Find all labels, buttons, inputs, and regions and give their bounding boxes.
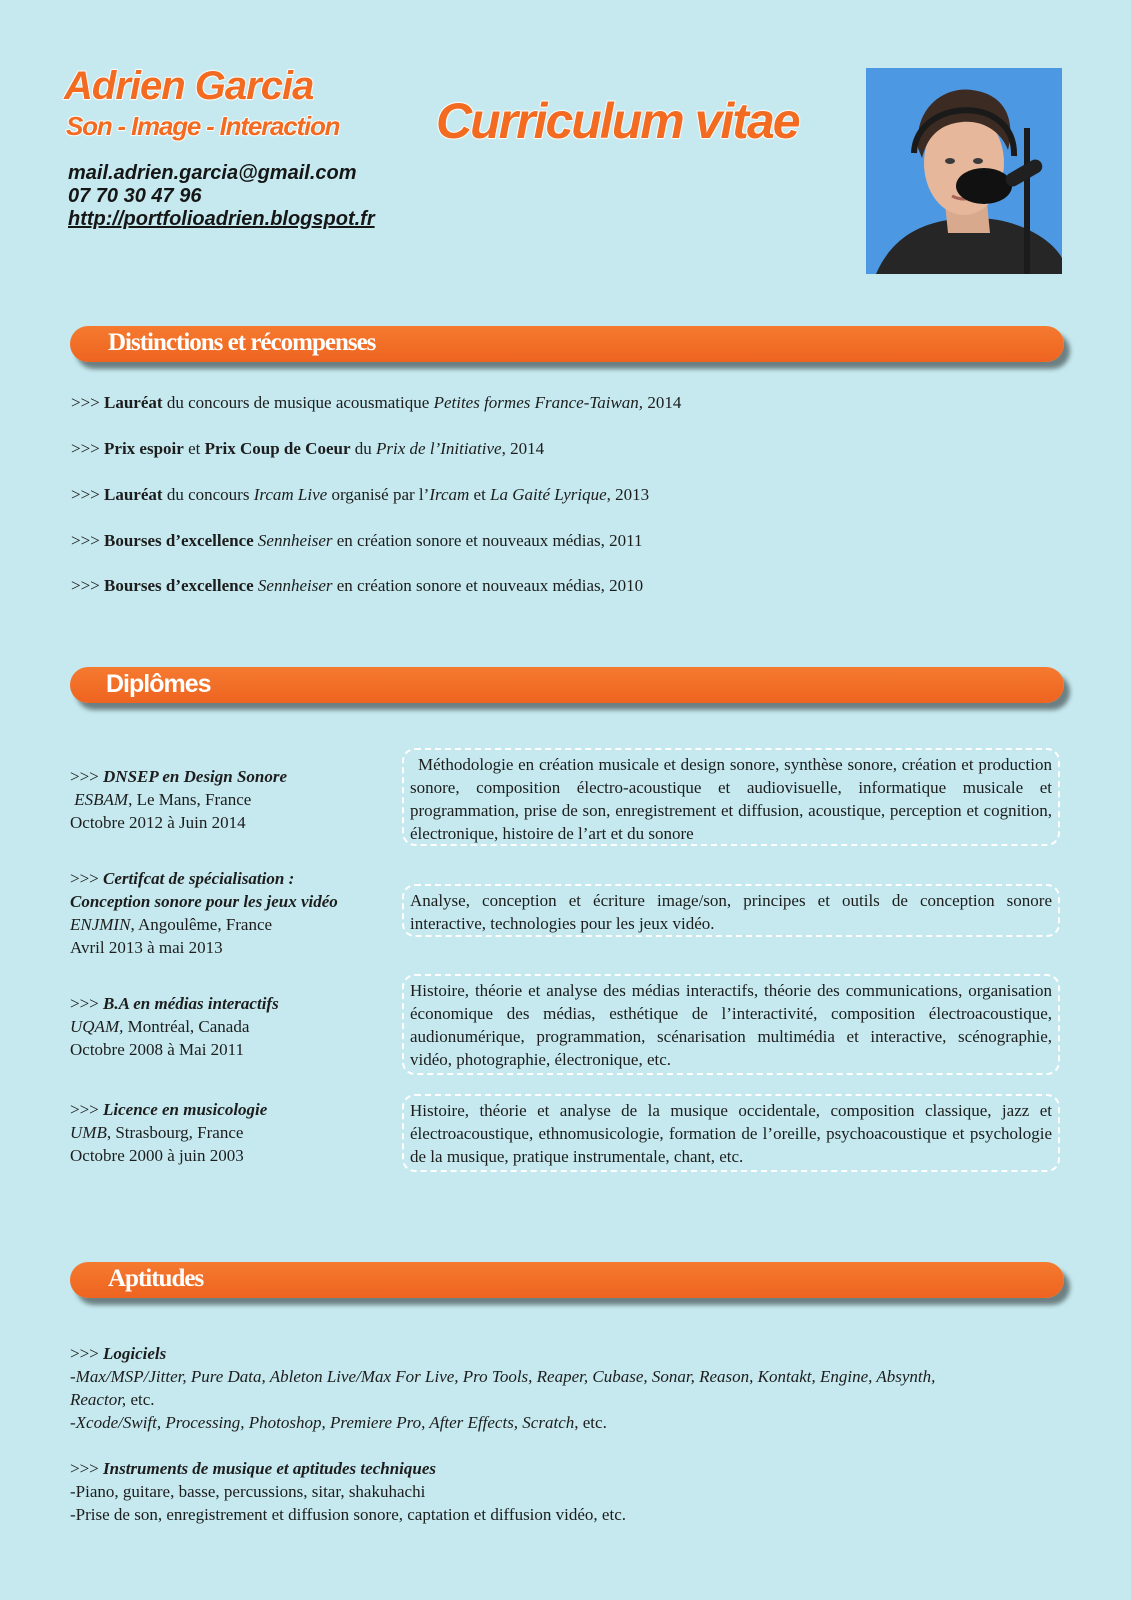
diploma-school: ESBAM xyxy=(74,790,129,809)
distinction-text: 2014 xyxy=(643,393,682,412)
diploma-place: , Angoulême, France xyxy=(130,915,273,934)
diploma-title: DNSEP en Design Sonore xyxy=(103,767,288,786)
aptitude-line: , etc. xyxy=(574,1413,607,1432)
diploma-entry xyxy=(70,992,279,1061)
prefix-text: >>> xyxy=(71,531,105,550)
distinction-text: du concours xyxy=(162,485,254,504)
profession-subtitle: Son - Image - Interaction xyxy=(66,111,340,141)
phone-text: 07 70 30 47 96 xyxy=(68,185,202,207)
distinction-item xyxy=(71,531,643,551)
distinction-bold: Bourses d’excellence xyxy=(104,531,254,550)
distinction-italic: Prix de l’Initiative xyxy=(376,439,502,458)
diploma-description: Histoire, théorie et analyse de la musique occidentale, composition classique, jazz et électroacoustique, ethnomusicologie, formation de l’oreille, psychoacoustique et psychologie de la musique, pratique instrumentale, chant, etc. xyxy=(410,1101,1052,1166)
aptitudes-block xyxy=(70,1342,935,1526)
distinction-italic: La Gaité Lyrique xyxy=(490,485,607,504)
diploma-description-box xyxy=(402,1094,1060,1172)
diploma-dates: Octobre 2012 à Juin 2014 xyxy=(70,813,246,832)
diploma-entry xyxy=(70,1098,267,1167)
distinction-bold: Lauréat xyxy=(104,393,163,412)
prefix-text: >>> xyxy=(70,1100,104,1119)
aptitude-title: Instruments de musique et aptitudes techniques xyxy=(103,1459,436,1478)
diploma-place: , Strasbourg, France xyxy=(106,1123,244,1142)
prefix-text: >>> xyxy=(71,439,105,458)
diploma-description-box xyxy=(402,748,1060,846)
diploma-description: Analyse, conception et écriture image/son, principes et outils de conception sonore interactive, technologies pour les jeux vidéo. xyxy=(410,891,1052,933)
diploma-title: Certifcat de spécialisation : xyxy=(103,869,295,888)
diploma-place: , Le Mans, France xyxy=(128,790,252,809)
diploma-place: Montréal, Canada xyxy=(123,1017,250,1036)
diploma-dates: Octobre 2008 à Mai 2011 xyxy=(70,1040,245,1059)
prefix-text: >>> xyxy=(70,1344,104,1363)
distinction-text: , 2013 xyxy=(606,485,650,504)
aptitude-line: -Piano, guitare, basse, percussions, sitar, shakuhachi xyxy=(70,1482,426,1501)
aptitude-line: -Prise de son, enregistrement et diffusion sonore, captation et diffusion vidéo, etc. xyxy=(70,1505,626,1524)
diploma-dates: Octobre 2000 à juin 2003 xyxy=(70,1146,244,1165)
prefix-text: >>> xyxy=(70,767,104,786)
website-link[interactable]: http://portfolioadrien.blogspot.fr xyxy=(68,208,375,230)
prefix-text: >>> xyxy=(70,994,104,1013)
diploma-entry xyxy=(70,765,287,834)
diploma-title: B.A en médias interactifs xyxy=(103,994,279,1013)
distinction-bold: Prix espoir xyxy=(104,439,184,458)
section-title-diplomes: Diplômes xyxy=(106,670,211,698)
aptitude-line: etc. xyxy=(126,1390,155,1409)
diploma-description-box xyxy=(402,974,1060,1075)
distinction-italic: Ircam Live xyxy=(253,485,328,504)
prefix-text: >>> xyxy=(71,485,105,504)
diploma-description: Histoire, théorie et analyse des médias interactifs, théorie des communications, organisation économique des médias, esthétique de l’interactivité, composition électroacoustique, audionumérique, programmation, scénarisation multimédia et interactive, scénographie, vidéo, photographie, électronique, etc. xyxy=(410,981,1052,1069)
distinction-text: et xyxy=(183,439,205,458)
diploma-dates: Avril 2013 à mai 2013 xyxy=(70,938,223,957)
diploma-school: UMB xyxy=(70,1123,107,1142)
distinction-text: du xyxy=(350,439,377,458)
distinction-italic: Sennheiser xyxy=(257,576,333,595)
distinction-italic: Ircam xyxy=(429,485,470,504)
distinction-bold: Prix Coup de Coeur xyxy=(204,439,351,458)
distinction-italic: Petites formes France-Taiwan, xyxy=(433,393,644,412)
profile-photo xyxy=(866,68,1062,274)
section-banner-aptitudes xyxy=(70,1262,1064,1298)
distinction-text: du concours de musique acousmatique xyxy=(162,393,434,412)
diploma-description-box xyxy=(402,884,1060,937)
diploma-title: Conception sonore pour les jeux vidéo xyxy=(70,892,338,911)
aptitude-line: Reactor, xyxy=(70,1390,127,1409)
distinction-item xyxy=(71,439,544,459)
distinction-bold: Bourses d’excellence xyxy=(104,576,254,595)
aptitude-line: -Xcode/Swift, Processing, Photoshop, Premiere Pro, After Effects, Scratch xyxy=(70,1413,575,1432)
distinction-text: organisé par l’ xyxy=(327,485,430,504)
diploma-entry xyxy=(70,867,338,959)
prefix-text: >>> xyxy=(70,869,104,888)
aptitude-title: Logiciels xyxy=(103,1344,167,1363)
distinction-text: en création sonore et nouveaux médias, 2011 xyxy=(332,531,643,550)
diploma-school: UQAM, xyxy=(70,1017,124,1036)
prefix-text: >>> xyxy=(71,576,105,595)
distinction-item xyxy=(71,485,649,505)
prefix-text: >>> xyxy=(70,1459,104,1478)
cv-title: Curriculum vitae xyxy=(436,93,799,149)
section-title-distinctions: Distinctions et récompenses xyxy=(108,329,376,356)
email-text[interactable]: mail.adrien.garcia@gmail.com xyxy=(68,162,357,184)
section-title-aptitudes: Aptitudes xyxy=(108,1265,204,1292)
distinction-text: en création sonore et nouveaux médias, 2010 xyxy=(332,576,644,595)
distinction-text: , 2014 xyxy=(501,439,545,458)
distinction-text: et xyxy=(469,485,491,504)
name-heading: Adrien Garcia xyxy=(64,64,314,108)
distinction-italic: Sennheiser xyxy=(257,531,333,550)
diploma-title: Licence en musicologie xyxy=(103,1100,268,1119)
diploma-school: ENJMIN xyxy=(70,915,131,934)
distinction-bold: Lauréat xyxy=(104,485,163,504)
distinction-item xyxy=(71,576,643,596)
section-banner-distinctions xyxy=(70,326,1064,362)
distinction-item xyxy=(71,393,681,413)
aptitude-line: -Max/MSP/Jitter, Pure Data, Ableton Live/Max For Live, Pro Tools, Reaper, Cubase, Sonar, Reason, Kontakt, Engine, Absynth, xyxy=(70,1367,936,1386)
diploma-description: Méthodologie en création musicale et design sonore, synthèse sonore, création et production sonore, composition électro-acoustique et audiovisuelle, informatique musicale et programmation, prise de son, enregistrement et diffusion, acoustique, perception et cognition, électronique, histoire de l’art et du sonore xyxy=(410,755,1052,843)
contact-block xyxy=(68,162,375,231)
prefix-text: >>> xyxy=(71,393,105,412)
section-banner-diplomes xyxy=(70,667,1064,703)
